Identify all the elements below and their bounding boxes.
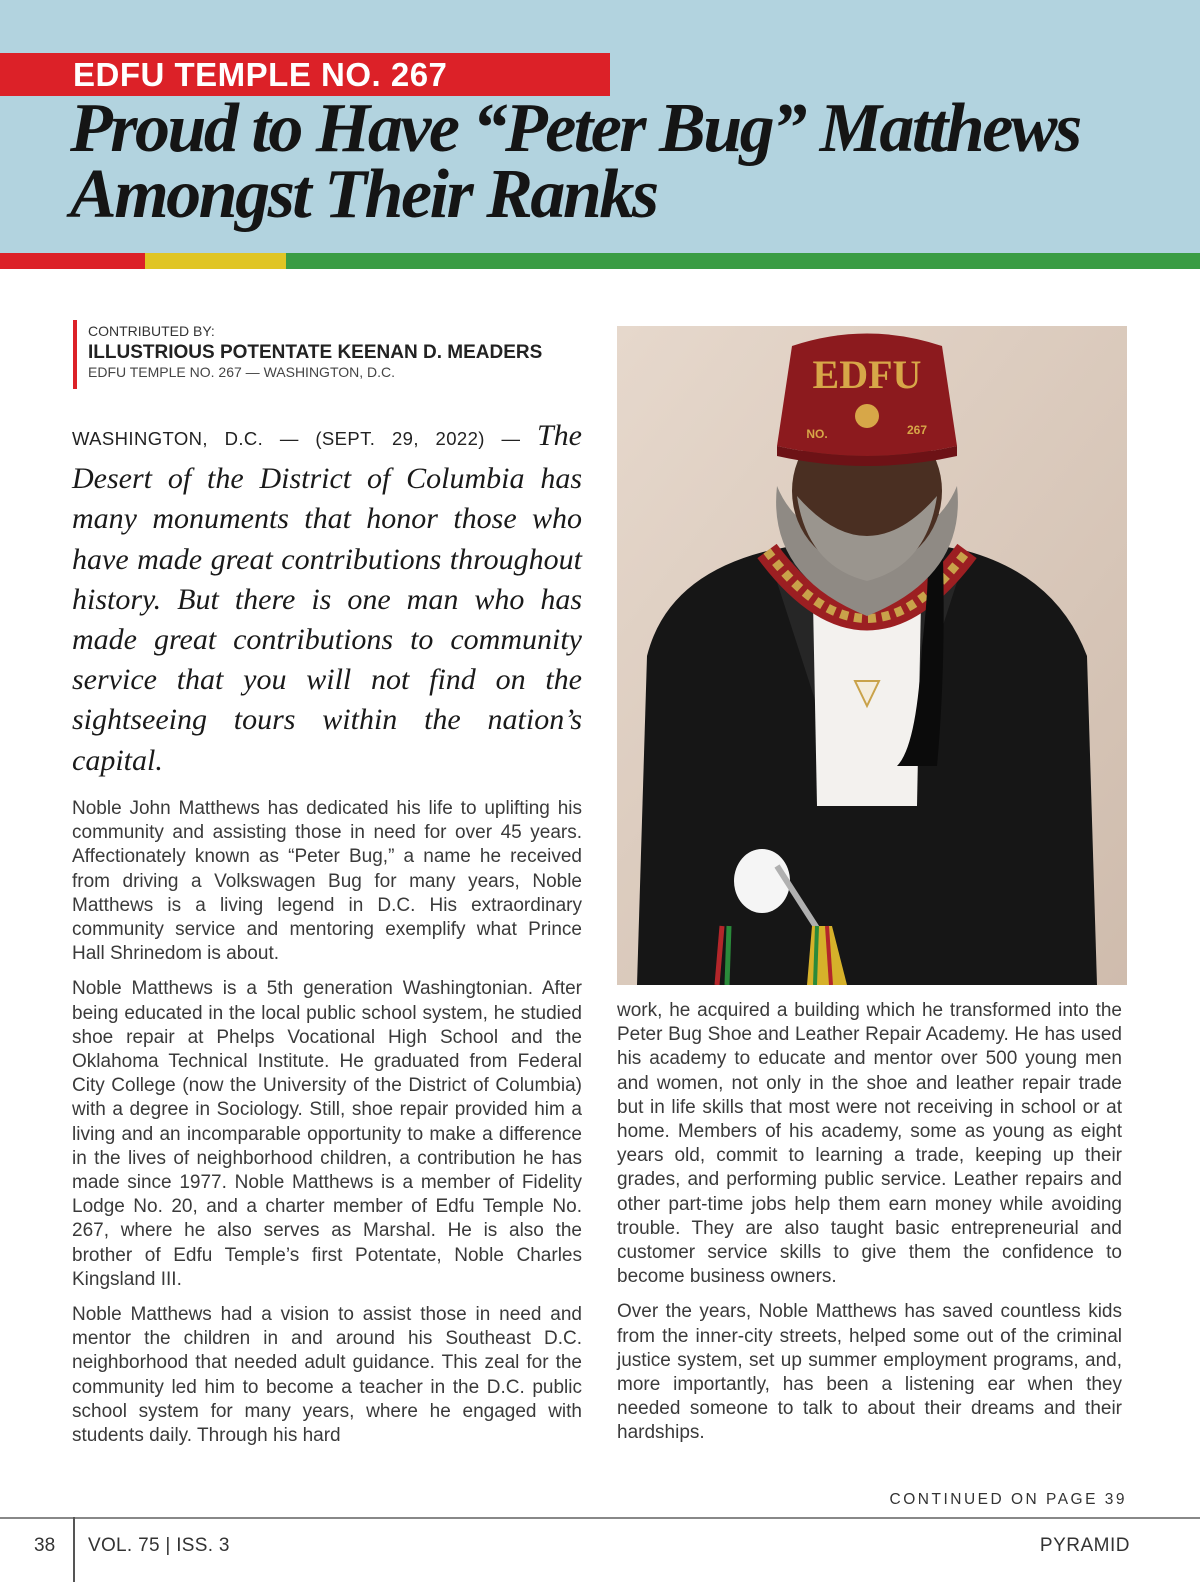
kicker-text: EDFU TEMPLE NO. 267 [73,56,448,93]
contributor-block [73,320,542,389]
headline-line-1: Proud to Have “Peter Bug” Matthews [70,90,1080,167]
body-paragraph-3: Noble Matthews had a vision to assist those in need and mentor the children in and around his Southeast D.C. neighborhood that needed adult guidance. This zeal for the community led him to become a teacher in the D.C. public school system for many years, where he engaged with students daily. Through his hard [72,1304,582,1447]
magazine-name: PYRAMID [1039,1535,1130,1556]
body-paragraph-1: Noble John Matthews has dedicated his life to uplifting his community and assisting those in need for over 45 years. Affectionately known as “Peter Bug,” a name he received from driving a Volkswagen Bug for many years, Noble Matthews is a living legend in D.C. His extraordinary community service and mentoring exemplify what Prince Hall Shrinedom is about. [72,798,582,965]
continued-link[interactable]: CONTINUED ON PAGE 39 [889,1491,1127,1508]
stripe-green [286,253,1200,269]
footer-rule [0,1517,1200,1519]
footer-divider [73,1517,75,1582]
fez-number: 267 [906,423,928,437]
headline-line-2: Amongst Their Ranks [70,156,657,233]
body-paragraph-2: Noble Matthews is a 5th generation Washingtonian. After being educated in the local public school system, he studied shoe repair at Phelps Vocational High School and the Oklahoma Technical Institute. He graduated from Federal City College (now the University of the District of Columbia) with a degree in Sociology. Still, shoe repair provided him a living and an incomparable opportunity to make a difference in the lives of neighborhood children, a contribution he has made since 1977. Noble Matthews is a member of Fidelity Lodge No. 20, and a charter member of Edfu Temple No. 267, where he also serves as Marshal. He is also the brother of Edfu Temple’s first Potentate, Noble Charles Kingsland III. [72,978,582,1290]
body-column-left [72,797,582,1459]
dateline: WASHINGTON, D.C. — (SEPT. 29, 2022) — [72,428,537,449]
contributor-affiliation: EDFU TEMPLE NO. 267 — WASHINGTON, D.C. [88,364,396,380]
page-number: 38 [34,1535,56,1556]
fez-text: EDFU [812,352,922,397]
issue-label: VOL. 75 | ISS. 3 [88,1535,230,1556]
headline [70,90,1170,233]
stripe-yellow [145,253,286,269]
body-paragraph-5: Over the years, Noble Matthews has saved countless kids from the inner-city streets, helped some out of the criminal justice system, set up summer employment programs, and, more importantly, has been a listening ear when they needed someone to talk to about their dreams and their hardships. [617,1301,1122,1444]
portrait-illustration [617,326,1127,985]
fez-no: NO. [806,427,828,441]
lead-text: The Desert of the District of Columbia has many monuments that honor those who have made great contributions throughout history. But there is one man who has made great contributions to community service that you will not find on the sightseeing tours within the nation’s capital. [72,419,582,777]
contributor-label: CONTRIBUTED BY: [88,323,215,339]
body-column-right [617,999,1122,1457]
body-paragraph-4: work, he acquired a building which he transformed into the Peter Bug Shoe and Leather Repair Academy. He has used his academy to educate and mentor over 500 young men and women, not only in the shoe and leather repair trade but in life skills that most were not receiving in school or at home. Members of his academy, some as young as eight years old, commit to learning a trade, keeping up their grades, and performing public service. Leather repairs and other part-time jobs help them earn money while avoiding trouble. They are also taught basic entrepreneurial and customer service skills to give them the confidence to become business owners. [617,1000,1122,1288]
lead-paragraph [72,416,582,781]
contributor-name: ILLUSTRIOUS POTENTATE KEENAN D. MEADERS [88,342,543,363]
stripe-red [0,253,145,269]
portrait-photo [617,326,1127,985]
